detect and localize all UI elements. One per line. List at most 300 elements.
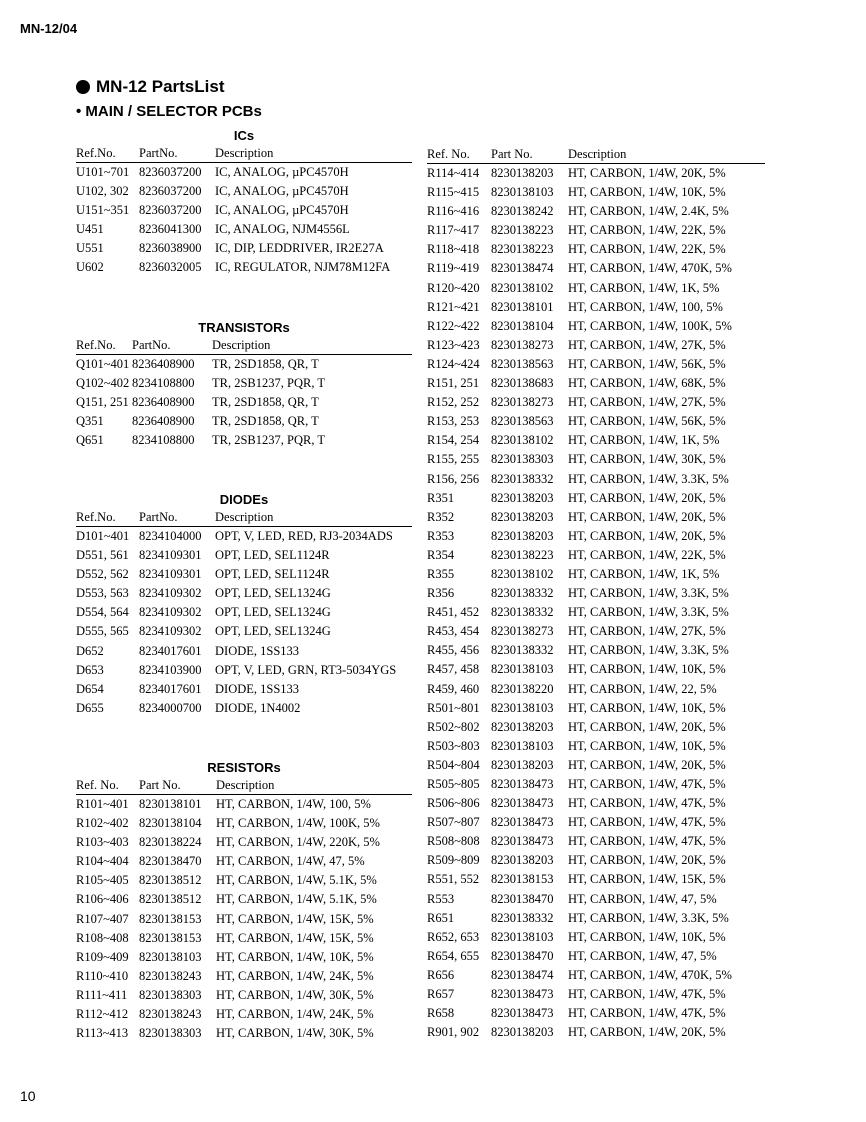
part-no-cell: 8230138332	[491, 605, 554, 620]
part-no-cell: 8230138474	[491, 967, 554, 982]
ref-no-cell: D554, 564	[76, 605, 129, 620]
transistors-title: TRANSISTORs	[198, 320, 290, 335]
part-no-cell: 8230138243	[139, 968, 202, 983]
ref-no-cell: R123~423	[427, 337, 480, 352]
part-no-cell: 8230138153	[139, 911, 202, 926]
part-no-cell: 8230138203	[491, 528, 554, 543]
description-cell: IC, ANALOG, µPC4570H	[215, 165, 349, 179]
part-no-cell: 8230138273	[491, 337, 554, 352]
table-row	[427, 851, 765, 870]
table-row	[427, 393, 765, 412]
ref-no-cell: R118~418	[427, 242, 480, 257]
part-no-cell: 8234017601	[139, 643, 202, 658]
description-cell: HT, CARBON, 1/4W, 20K, 5%	[568, 490, 726, 505]
ref-no-cell: R651	[427, 910, 455, 925]
ref-no-cell: R117~417	[427, 223, 480, 238]
column-header: Description	[216, 778, 275, 792]
table-row	[427, 584, 765, 603]
table-row	[76, 642, 412, 661]
table-row	[427, 298, 765, 317]
table-row	[427, 813, 765, 832]
description-cell: HT, CARBON, 1/4W, 10K, 5%	[568, 929, 726, 944]
description-cell: IC, DIP, LEDDRIVER, IR2E27A	[215, 241, 384, 256]
part-no-cell: 8230138102	[491, 280, 554, 295]
table-row	[427, 317, 765, 336]
part-no-cell: 8230138474	[491, 261, 554, 276]
table-row	[427, 737, 765, 756]
part-no-cell: 8236408900	[132, 357, 195, 371]
part-no-cell: 8230138103	[139, 949, 202, 964]
part-no-cell: 8236038900	[139, 241, 202, 256]
ref-no-cell: R355	[427, 566, 455, 581]
ref-no-cell: U451	[76, 222, 104, 237]
description-cell: HT, CARBON, 1/4W, 22, 5%	[568, 681, 717, 696]
part-no-cell: 8230138101	[491, 299, 554, 314]
part-no-cell: 8234109302	[139, 586, 202, 601]
table-row	[427, 527, 765, 546]
description-cell: TR, 2SD1858, QR, T	[212, 414, 319, 429]
part-no-cell: 8230138512	[139, 873, 202, 888]
ref-no-cell: R112~412	[76, 1007, 129, 1022]
ref-no-cell: Q151, 251	[76, 395, 129, 410]
description-cell: HT, CARBON, 1/4W, 1K, 5%	[568, 280, 720, 295]
part-no-cell: 8230138303	[139, 1026, 202, 1041]
ref-no-cell: R105~405	[76, 873, 129, 888]
ref-no-cell: R106~406	[76, 892, 129, 907]
table-header	[76, 777, 412, 795]
ref-no-cell: R107~407	[76, 911, 129, 926]
part-no-cell: 8230138473	[491, 815, 554, 830]
description-cell: HT, CARBON, 1/4W, 56K, 5%	[568, 356, 726, 371]
description-cell: HT, CARBON, 1/4W, 22K, 5%	[568, 547, 726, 562]
ref-no-cell: R509~809	[427, 853, 480, 868]
description-cell: DIODE, 1SS133	[215, 681, 300, 696]
part-no-cell: 8230138303	[139, 987, 202, 1002]
part-no-cell: 8230138153	[139, 930, 202, 945]
diodes-title: DIODEs	[219, 492, 269, 507]
ref-no-cell: R151, 251	[427, 376, 480, 391]
description-cell: HT, CARBON, 1/4W, 20K, 5%	[568, 1025, 726, 1040]
ref-no-cell: R103~403	[76, 835, 129, 850]
table-row	[76, 239, 412, 258]
ref-no-cell: R111~411	[76, 987, 128, 1002]
ref-no-cell: R507~807	[427, 815, 480, 830]
ref-no-cell: R656	[427, 967, 455, 982]
table-row	[76, 699, 412, 718]
description-cell: HT, CARBON, 1/4W, 10K, 5%	[216, 949, 374, 964]
description-cell: HT, CARBON, 1/4W, 47, 5%	[568, 948, 717, 963]
table-row	[427, 1023, 765, 1042]
description-cell: HT, CARBON, 1/4W, 47, 5%	[216, 854, 365, 869]
resistors-section	[76, 759, 412, 1043]
description-cell: HT, CARBON, 1/4W, 470K, 5%	[568, 967, 732, 982]
description-cell: HT, CARBON, 1/4W, 5.1K, 5%	[216, 873, 377, 888]
ref-no-cell: R356	[427, 586, 455, 601]
table-row	[427, 699, 765, 718]
description-cell: TR, 2SD1858, QR, T	[212, 357, 319, 371]
description-cell: IC, ANALOG, NJM4556L	[215, 222, 350, 237]
table-row	[427, 240, 765, 259]
part-no-cell: 8230138203	[491, 757, 554, 772]
part-no-cell: 8230138332	[491, 471, 554, 486]
description-cell: HT, CARBON, 1/4W, 20K, 5%	[568, 509, 726, 524]
table-row	[427, 985, 765, 1004]
ref-no-cell: D551, 561	[76, 548, 129, 563]
part-no-cell: 8230138473	[491, 987, 554, 1002]
part-no-cell: 8230138470	[491, 891, 554, 906]
part-no-cell: 8230138243	[139, 1007, 202, 1022]
ref-no-cell: U151~351	[76, 203, 130, 218]
part-no-cell: 8230138101	[139, 797, 202, 811]
table-row	[427, 603, 765, 622]
table-row	[427, 794, 765, 813]
column-header: Description	[568, 147, 627, 161]
table-row	[76, 680, 412, 699]
description-cell: HT, CARBON, 1/4W, 10K, 5%	[568, 662, 726, 677]
part-no-cell: 8230138683	[491, 376, 554, 391]
table-row	[427, 565, 765, 584]
table-header	[427, 146, 765, 164]
table-row	[76, 393, 412, 412]
table-row	[427, 909, 765, 928]
ref-no-cell: R124~424	[427, 356, 480, 371]
table-row	[427, 947, 765, 966]
description-cell: OPT, V, LED, GRN, RT3-5034YGS	[215, 662, 397, 677]
column-header: Ref.No.	[76, 146, 116, 160]
page-subtitle: • MAIN / SELECTOR PCBs	[76, 103, 262, 120]
table-row	[427, 508, 765, 527]
transistors-section	[76, 319, 412, 450]
description-cell: OPT, LED, SEL1124R	[215, 567, 330, 582]
ref-no-cell: U101~701	[76, 165, 130, 179]
part-no-cell: 8230138203	[491, 490, 554, 505]
table-row	[427, 1004, 765, 1023]
description-cell: TR, 2SB1237, PQR, T	[212, 433, 325, 448]
description-cell: HT, CARBON, 1/4W, 47K, 5%	[568, 815, 726, 830]
part-no-cell: 8230138103	[491, 662, 554, 677]
part-no-cell: 8230138220	[491, 681, 554, 696]
description-cell: HT, CARBON, 1/4W, 56K, 5%	[568, 414, 726, 429]
ref-no-cell: R657	[427, 987, 455, 1002]
description-cell: HT, CARBON, 1/4W, 1K, 5%	[568, 433, 720, 448]
part-no-cell: 8230138203	[491, 719, 554, 734]
part-no-cell: 8230138203	[491, 166, 554, 180]
part-no-cell: 8236408900	[132, 395, 195, 410]
part-no-cell: 8230138242	[491, 204, 554, 219]
table-row	[76, 852, 412, 871]
ref-no-cell: R658	[427, 1006, 455, 1021]
table-row	[76, 814, 412, 833]
part-no-cell: 8230138223	[491, 223, 554, 238]
table-header	[76, 145, 412, 163]
ref-no-cell: R353	[427, 528, 455, 543]
table-row	[76, 374, 412, 393]
part-no-cell: 8230138203	[491, 853, 554, 868]
table-row	[427, 470, 765, 489]
ref-no-cell: R553	[427, 891, 455, 906]
table-row	[427, 183, 765, 202]
table-row	[427, 832, 765, 851]
table-header	[76, 337, 412, 355]
description-cell: HT, CARBON, 1/4W, 30K, 5%	[216, 987, 374, 1002]
diodes-section	[76, 491, 412, 718]
description-cell: HT, CARBON, 1/4W, 47K, 5%	[568, 987, 726, 1002]
part-no-cell: 8234103900	[139, 662, 202, 677]
description-cell: HT, CARBON, 1/4W, 2.4K, 5%	[568, 204, 729, 219]
description-cell: HT, CARBON, 1/4W, 5.1K, 5%	[216, 892, 377, 907]
description-cell: HT, CARBON, 1/4W, 15K, 5%	[568, 872, 726, 887]
part-no-cell: 8230138473	[491, 1006, 554, 1021]
table-row	[76, 431, 412, 450]
ref-no-cell: U102, 302	[76, 184, 129, 199]
table-row	[427, 775, 765, 794]
ref-no-cell: Q101~401	[76, 357, 130, 371]
part-no-cell: 8230138203	[491, 509, 554, 524]
description-cell: HT, CARBON, 1/4W, 100K, 5%	[216, 816, 380, 831]
ref-no-cell: R120~420	[427, 280, 480, 295]
ref-no-cell: Q351	[76, 414, 104, 429]
column-header: Part No.	[139, 778, 181, 792]
ref-no-cell: R506~806	[427, 796, 480, 811]
description-cell: IC, ANALOG, µPC4570H	[215, 184, 349, 199]
description-cell: HT, CARBON, 1/4W, 47, 5%	[568, 891, 717, 906]
table-row	[76, 220, 412, 239]
description-cell: HT, CARBON, 1/4W, 30K, 5%	[216, 1026, 374, 1041]
part-no-cell: 8230138470	[491, 948, 554, 963]
table-row	[427, 374, 765, 393]
table-row	[427, 279, 765, 298]
table-row	[427, 164, 765, 183]
table-header	[76, 509, 412, 527]
column-header: PartNo.	[139, 510, 178, 524]
table-row	[76, 948, 412, 967]
ref-no-cell: R102~402	[76, 816, 129, 831]
part-no-cell: 8234109301	[139, 548, 202, 563]
part-no-cell: 8234000700	[139, 700, 202, 715]
ref-no-cell: R119~419	[427, 261, 480, 276]
description-cell: HT, CARBON, 1/4W, 22K, 5%	[568, 242, 726, 257]
part-no-cell: 8236037200	[139, 184, 202, 199]
table-row	[76, 258, 412, 277]
ref-no-cell: Q651	[76, 433, 104, 448]
ref-no-cell: R551, 552	[427, 872, 480, 887]
part-no-cell: 8236037200	[139, 203, 202, 218]
part-no-cell: 8230138223	[491, 547, 554, 562]
part-no-cell: 8230138332	[491, 910, 554, 925]
description-cell: HT, CARBON, 1/4W, 20K, 5%	[568, 853, 726, 868]
description-cell: HT, CARBON, 1/4W, 3.3K, 5%	[568, 643, 729, 658]
table-row	[427, 221, 765, 240]
part-no-cell: 8236037200	[139, 165, 202, 179]
ref-no-cell: R104~404	[76, 854, 129, 869]
part-no-cell: 8230138224	[139, 835, 202, 850]
ics-title: ICs	[233, 128, 255, 143]
description-cell: HT, CARBON, 1/4W, 3.3K, 5%	[568, 471, 729, 486]
part-no-cell: 8230138273	[491, 395, 554, 410]
bullet-icon	[76, 80, 90, 94]
ref-no-cell: R109~409	[76, 949, 129, 964]
table-row	[427, 259, 765, 278]
table-row	[76, 910, 412, 929]
description-cell: HT, CARBON, 1/4W, 470K, 5%	[568, 261, 732, 276]
part-no-cell: 8234109302	[139, 624, 202, 639]
part-no-cell: 8230138103	[491, 700, 554, 715]
column-header: Ref.No.	[76, 338, 116, 352]
table-row	[427, 928, 765, 947]
column-header: PartNo.	[132, 338, 171, 352]
part-no-cell: 8234108800	[132, 376, 195, 391]
table-row	[76, 871, 412, 890]
column-header: Ref. No.	[427, 147, 470, 161]
column-header: Ref.No.	[76, 510, 116, 524]
table-row	[427, 489, 765, 508]
description-cell: HT, CARBON, 1/4W, 24K, 5%	[216, 968, 374, 983]
table-row	[76, 890, 412, 909]
table-row	[76, 1024, 412, 1043]
ref-no-cell: R152, 252	[427, 395, 480, 410]
description-cell: DIODE, 1SS133	[215, 643, 300, 658]
part-no-cell: 8234017601	[139, 681, 202, 696]
table-row	[76, 565, 412, 584]
table-row	[76, 833, 412, 852]
ics-section	[76, 127, 412, 278]
ref-no-cell: R501~801	[427, 700, 480, 715]
table-row	[427, 756, 765, 775]
ref-no-cell: R504~804	[427, 757, 480, 772]
part-no-cell: 8230138563	[491, 414, 554, 429]
ref-no-cell: D654	[76, 681, 104, 696]
ref-no-cell: U551	[76, 241, 104, 256]
part-no-cell: 8230138153	[491, 872, 554, 887]
ref-no-cell: R153, 253	[427, 414, 480, 429]
part-no-cell: 8236041300	[139, 222, 202, 237]
document-code: MN-12/04	[20, 21, 78, 36]
description-cell: HT, CARBON, 1/4W, 20K, 5%	[568, 166, 726, 180]
description-cell: HT, CARBON, 1/4W, 3.3K, 5%	[568, 605, 729, 620]
ref-no-cell: D552, 562	[76, 567, 129, 582]
ref-no-cell: R457, 458	[427, 662, 480, 677]
ref-no-cell: R508~808	[427, 834, 480, 849]
page-title	[76, 77, 224, 97]
part-no-cell: 8234109301	[139, 567, 202, 582]
ref-no-cell: R156, 256	[427, 471, 480, 486]
table-row	[76, 546, 412, 565]
table-row	[427, 412, 765, 431]
column-header: Part No.	[491, 147, 533, 161]
description-cell: HT, CARBON, 1/4W, 10K, 5%	[568, 700, 726, 715]
table-row	[427, 336, 765, 355]
part-no-cell: 8230138473	[491, 834, 554, 849]
part-no-cell: 8230138473	[491, 777, 554, 791]
ref-no-cell: R354	[427, 547, 455, 562]
ref-no-cell: R502~802	[427, 719, 480, 734]
part-no-cell: 8230138332	[491, 643, 554, 658]
description-cell: HT, CARBON, 1/4W, 20K, 5%	[568, 757, 726, 772]
table-row	[76, 412, 412, 431]
part-no-cell: 8230138473	[491, 796, 554, 811]
column-header: Description	[212, 338, 271, 352]
ref-no-cell: R351	[427, 490, 455, 505]
ref-no-cell: R154, 254	[427, 433, 480, 448]
table-row	[76, 661, 412, 680]
table-row	[76, 622, 412, 641]
ref-no-cell: R455, 456	[427, 643, 480, 658]
table-row	[427, 660, 765, 679]
description-cell: HT, CARBON, 1/4W, 15K, 5%	[216, 911, 374, 926]
resistors-title: RESISTORs	[207, 760, 281, 775]
ref-no-cell: R459, 460	[427, 681, 480, 696]
description-cell: OPT, LED, SEL1324G	[215, 586, 331, 601]
table-row	[76, 603, 412, 622]
description-cell: HT, CARBON, 1/4W, 1K, 5%	[568, 566, 720, 581]
part-no-cell: 8230138203	[491, 1025, 554, 1040]
table-row	[427, 431, 765, 450]
part-no-cell: 8230138470	[139, 854, 202, 869]
table-row	[427, 450, 765, 469]
table-row	[76, 584, 412, 603]
table-row	[76, 201, 412, 220]
table-row	[427, 202, 765, 221]
description-cell: IC, REGULATOR, NJM78M12FA	[215, 260, 391, 275]
part-no-cell: 8230138104	[139, 816, 202, 831]
part-no-cell: 8234104000	[139, 529, 202, 543]
table-row	[427, 680, 765, 699]
ref-no-cell: R352	[427, 509, 455, 524]
table-row	[427, 870, 765, 889]
description-cell: HT, CARBON, 1/4W, 3.3K, 5%	[568, 910, 729, 925]
description-cell: HT, CARBON, 1/4W, 47K, 5%	[568, 777, 726, 791]
table-row	[76, 795, 412, 814]
table-row	[427, 355, 765, 374]
table-row	[76, 929, 412, 948]
ref-no-cell: D101~401	[76, 529, 130, 543]
description-cell: HT, CARBON, 1/4W, 100, 5%	[216, 797, 371, 811]
ref-no-cell: R122~422	[427, 318, 480, 333]
description-cell: HT, CARBON, 1/4W, 27K, 5%	[568, 395, 726, 410]
description-cell: HT, CARBON, 1/4W, 10K, 5%	[568, 738, 726, 753]
table-row	[76, 355, 412, 374]
part-no-cell: 8230138303	[491, 452, 554, 467]
table-row	[76, 163, 412, 182]
part-no-cell: 8236032005	[139, 260, 202, 275]
description-cell: HT, CARBON, 1/4W, 3.3K, 5%	[568, 586, 729, 601]
table-row	[76, 986, 412, 1005]
ref-no-cell: R110~410	[76, 968, 129, 983]
description-cell: OPT, V, LED, RED, RJ3-2034ADS	[215, 529, 393, 543]
part-no-cell: 8230138103	[491, 185, 554, 200]
description-cell: HT, CARBON, 1/4W, 20K, 5%	[568, 528, 726, 543]
description-cell: HT, CARBON, 1/4W, 68K, 5%	[568, 376, 726, 391]
page-title-text: MN-12 PartsList	[96, 77, 225, 96]
ref-no-cell: D555, 565	[76, 624, 129, 639]
part-no-cell: 8230138103	[491, 929, 554, 944]
description-cell: OPT, LED, SEL1124R	[215, 548, 330, 563]
part-no-cell: 8234109302	[139, 605, 202, 620]
ref-no-cell: R121~421	[427, 299, 480, 314]
part-no-cell: 8230138102	[491, 566, 554, 581]
column-header: Description	[215, 146, 274, 160]
table-row	[427, 718, 765, 737]
table-row	[76, 182, 412, 201]
part-no-cell: 8230138103	[491, 738, 554, 753]
description-cell: OPT, LED, SEL1324G	[215, 605, 331, 620]
ref-no-cell: R505~805	[427, 777, 480, 791]
table-row	[76, 1005, 412, 1024]
page-number: 10	[20, 1088, 36, 1104]
ref-no-cell: R654, 655	[427, 948, 480, 963]
table-row	[76, 527, 412, 546]
table-row	[427, 622, 765, 641]
